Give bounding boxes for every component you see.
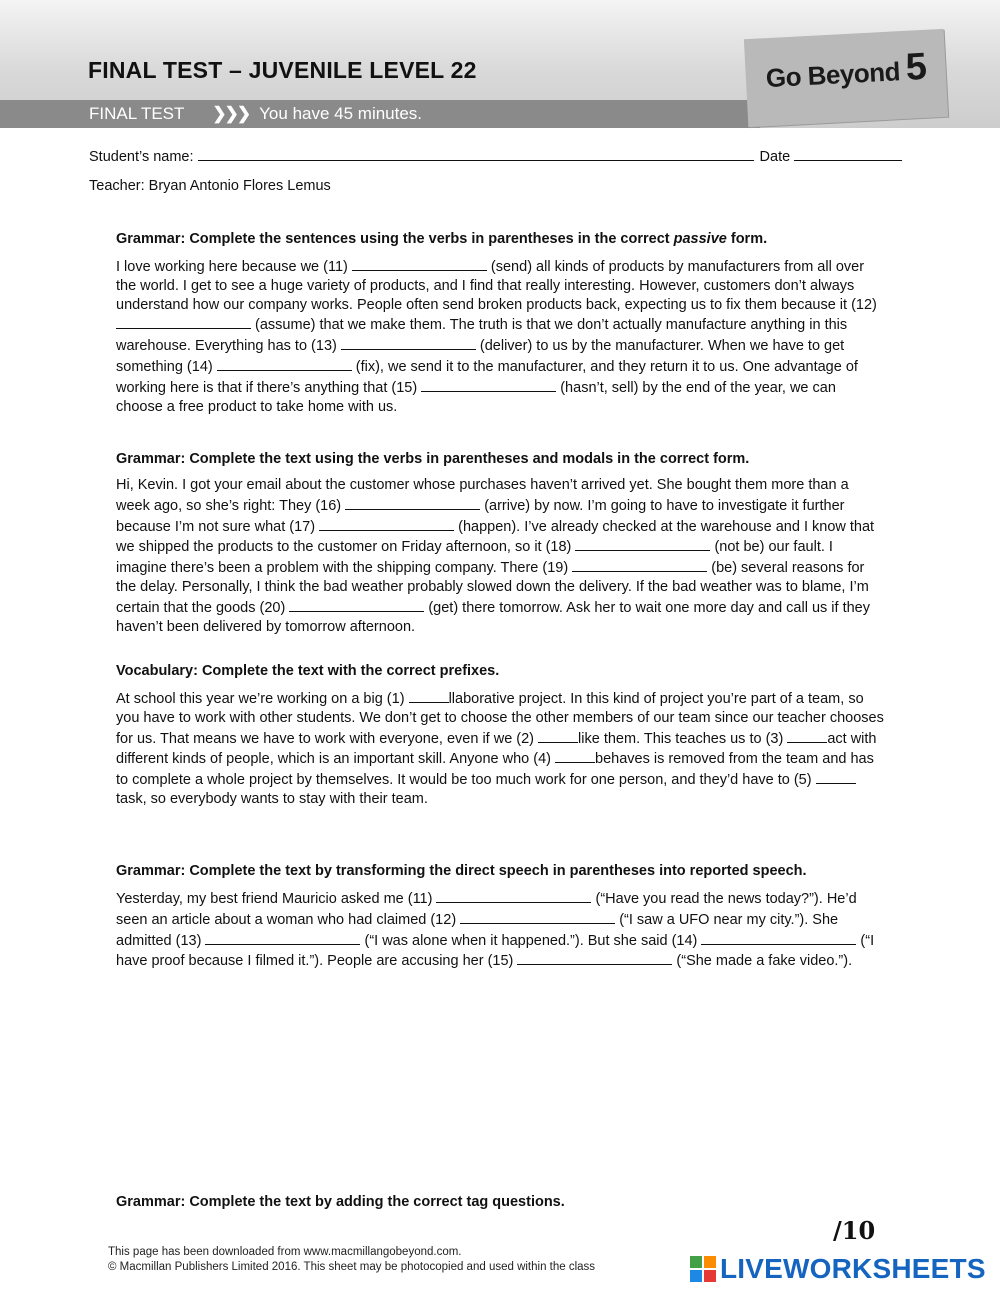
score-total: /10 — [833, 1216, 876, 1245]
answer-blank-15[interactable] — [421, 377, 556, 392]
answer-blank-14[interactable] — [217, 356, 352, 371]
reported-blank-11[interactable] — [436, 888, 591, 903]
date-field[interactable] — [794, 146, 902, 161]
answer-blank-12[interactable] — [116, 314, 251, 329]
section-text: I love working here because we (11) (send) all kinds of products by manufacturers from all over the world. I get to see a huge variety of products, and I find that really interesting. However, customers don’t always understand how our company works. People often send broken products back, expecting us to fix them because it (12) (assume) that we make them. The truth is that we don’t actually manufacture anything in this warehouse. Everything has to (13) (deliver) to us by the manufacturer. When we have to get something (14) (fix), we send it to the manufacturer, and they return it to us. One advantage of working here is that if there’s anything that (15) (hasn’t, sell) by the end of the year, we can choose a free product to take home with us. — [116, 256, 886, 416]
answer-blank-13[interactable] — [341, 335, 476, 350]
prefix-blank-5[interactable] — [816, 769, 856, 784]
answer-blank-19[interactable] — [572, 557, 707, 572]
logo-text: Go Beyond — [765, 56, 901, 94]
section-heading: Grammar: Complete the sentences using the verbs in parentheses in the correct passive form. — [116, 231, 768, 247]
subtitle-label: FINAL TEST — [89, 104, 185, 123]
student-name-field[interactable] — [198, 146, 754, 161]
answer-blank-16[interactable] — [345, 495, 480, 510]
answer-blank-17[interactable] — [319, 516, 454, 531]
prefix-blank-3[interactable] — [787, 728, 827, 743]
section-reported-speech — [116, 862, 886, 971]
footer-line-2: © Macmillan Publishers Limited 2016. This sheet may be photocopied and used within the class — [108, 1261, 596, 1273]
section-heading: Vocabulary: Complete the text with the correct prefixes. — [116, 663, 500, 679]
logo-block — [690, 1256, 702, 1268]
reported-blank-15[interactable] — [517, 950, 672, 965]
page-title: FINAL TEST – JUVENILE LEVEL 22 — [88, 57, 477, 83]
logo-block — [704, 1256, 716, 1268]
reported-blank-13[interactable] — [205, 930, 360, 945]
section-tag-questions — [116, 1193, 886, 1219]
section-heading: Grammar: Complete the text using the verbs in parentheses and modals in the correct form. — [116, 451, 750, 467]
go-beyond-logo — [744, 29, 948, 127]
date-label: Date — [759, 149, 791, 165]
student-line — [89, 146, 902, 165]
logo-number: 5 — [904, 45, 928, 89]
student-name-label: Student’s name: — [89, 149, 194, 165]
section-heading: Grammar: Complete the text by transforming the direct speech in parentheses into reported speech. — [116, 863, 807, 879]
section-passive — [116, 230, 886, 416]
logo-block — [690, 1270, 702, 1282]
section-text: Yesterday, my best friend Mauricio asked me (11) (“Have you read the news today?”). He’d seen an article about a woman who had claimed (12) (“I saw a UFO near my city.”). She admitted (13) (“I was alone when it happened.”). But she said (14) (“I have proof because I filmed it.”). People are accusing her (15) (“She made a fake video.”). — [116, 888, 886, 971]
teacher-line: Teacher: Bryan Antonio Flores Lemus — [89, 178, 331, 194]
liveworksheets-blocks-icon — [690, 1256, 716, 1282]
section-text: At school this year we’re working on a big (1) llaborative project. In this kind of project you’re part of a team, so you have to work with other students. We don’t get to choose the other members of our team since our teacher chooses for us. That means we have to work with everyone, even if we (2) like them. This teaches us to (3) act with different kinds of people, which is an important skill. Anyone who (4) behaves is removed from the team and has to complete a whole project by themselves. It would be too much work for one person, and they’d have to (5) task, so everybody wants to stay with their team. — [116, 688, 886, 809]
answer-blank-11[interactable] — [352, 256, 487, 271]
section-modals — [116, 450, 886, 636]
answer-blank-20[interactable] — [289, 597, 424, 612]
subtitle-bar — [89, 104, 422, 124]
section-prefixes — [116, 662, 886, 809]
logo-block — [704, 1270, 716, 1282]
footer-line-1: This page has been downloaded from www.macmillangobeyond.com. — [108, 1246, 462, 1258]
chevrons-icon: ❯❯❯ — [212, 104, 250, 123]
section-heading: Grammar: Complete the text by adding the correct tag questions. — [116, 1194, 565, 1210]
section-text: Hi, Kevin. I got your email about the customer whose purchases haven’t arrived yet. She bought them more than a week ago, so she’s right: They (16) (arrive) by now. I’m going to have to investigate it further because I’m not sure what (17) (happen). I’ve already checked at the warehouse and I know that we shipped the products to the customer on Friday afternoon, so it (18) (not be) our fault. I imagine there’s been a problem with the shipping company. There (19) (be) several reasons for the delay. Personally, I think the bad weather probably slowed down the delivery. If the bad weather was to blame, I’m certain that the goods (20) (get) there tomorrow. Ask her to wait one more day and call us if they haven’t been delivered by tomorrow afternoon. — [116, 477, 875, 635]
liveworksheets-logo — [690, 1252, 986, 1286]
heading-emphasis: passive — [673, 231, 727, 247]
reported-blank-12[interactable] — [460, 909, 615, 924]
prefix-blank-4[interactable] — [555, 748, 595, 763]
liveworksheets-wordmark: LIVEWORKSHEETS — [720, 1253, 986, 1284]
reported-blank-14[interactable] — [701, 930, 856, 945]
answer-blank-18[interactable] — [575, 536, 710, 551]
footer-text — [108, 1245, 595, 1275]
prefix-blank-2[interactable] — [538, 728, 578, 743]
time-instruction: You have 45 minutes. — [259, 104, 423, 123]
prefix-blank-1[interactable] — [409, 688, 449, 703]
